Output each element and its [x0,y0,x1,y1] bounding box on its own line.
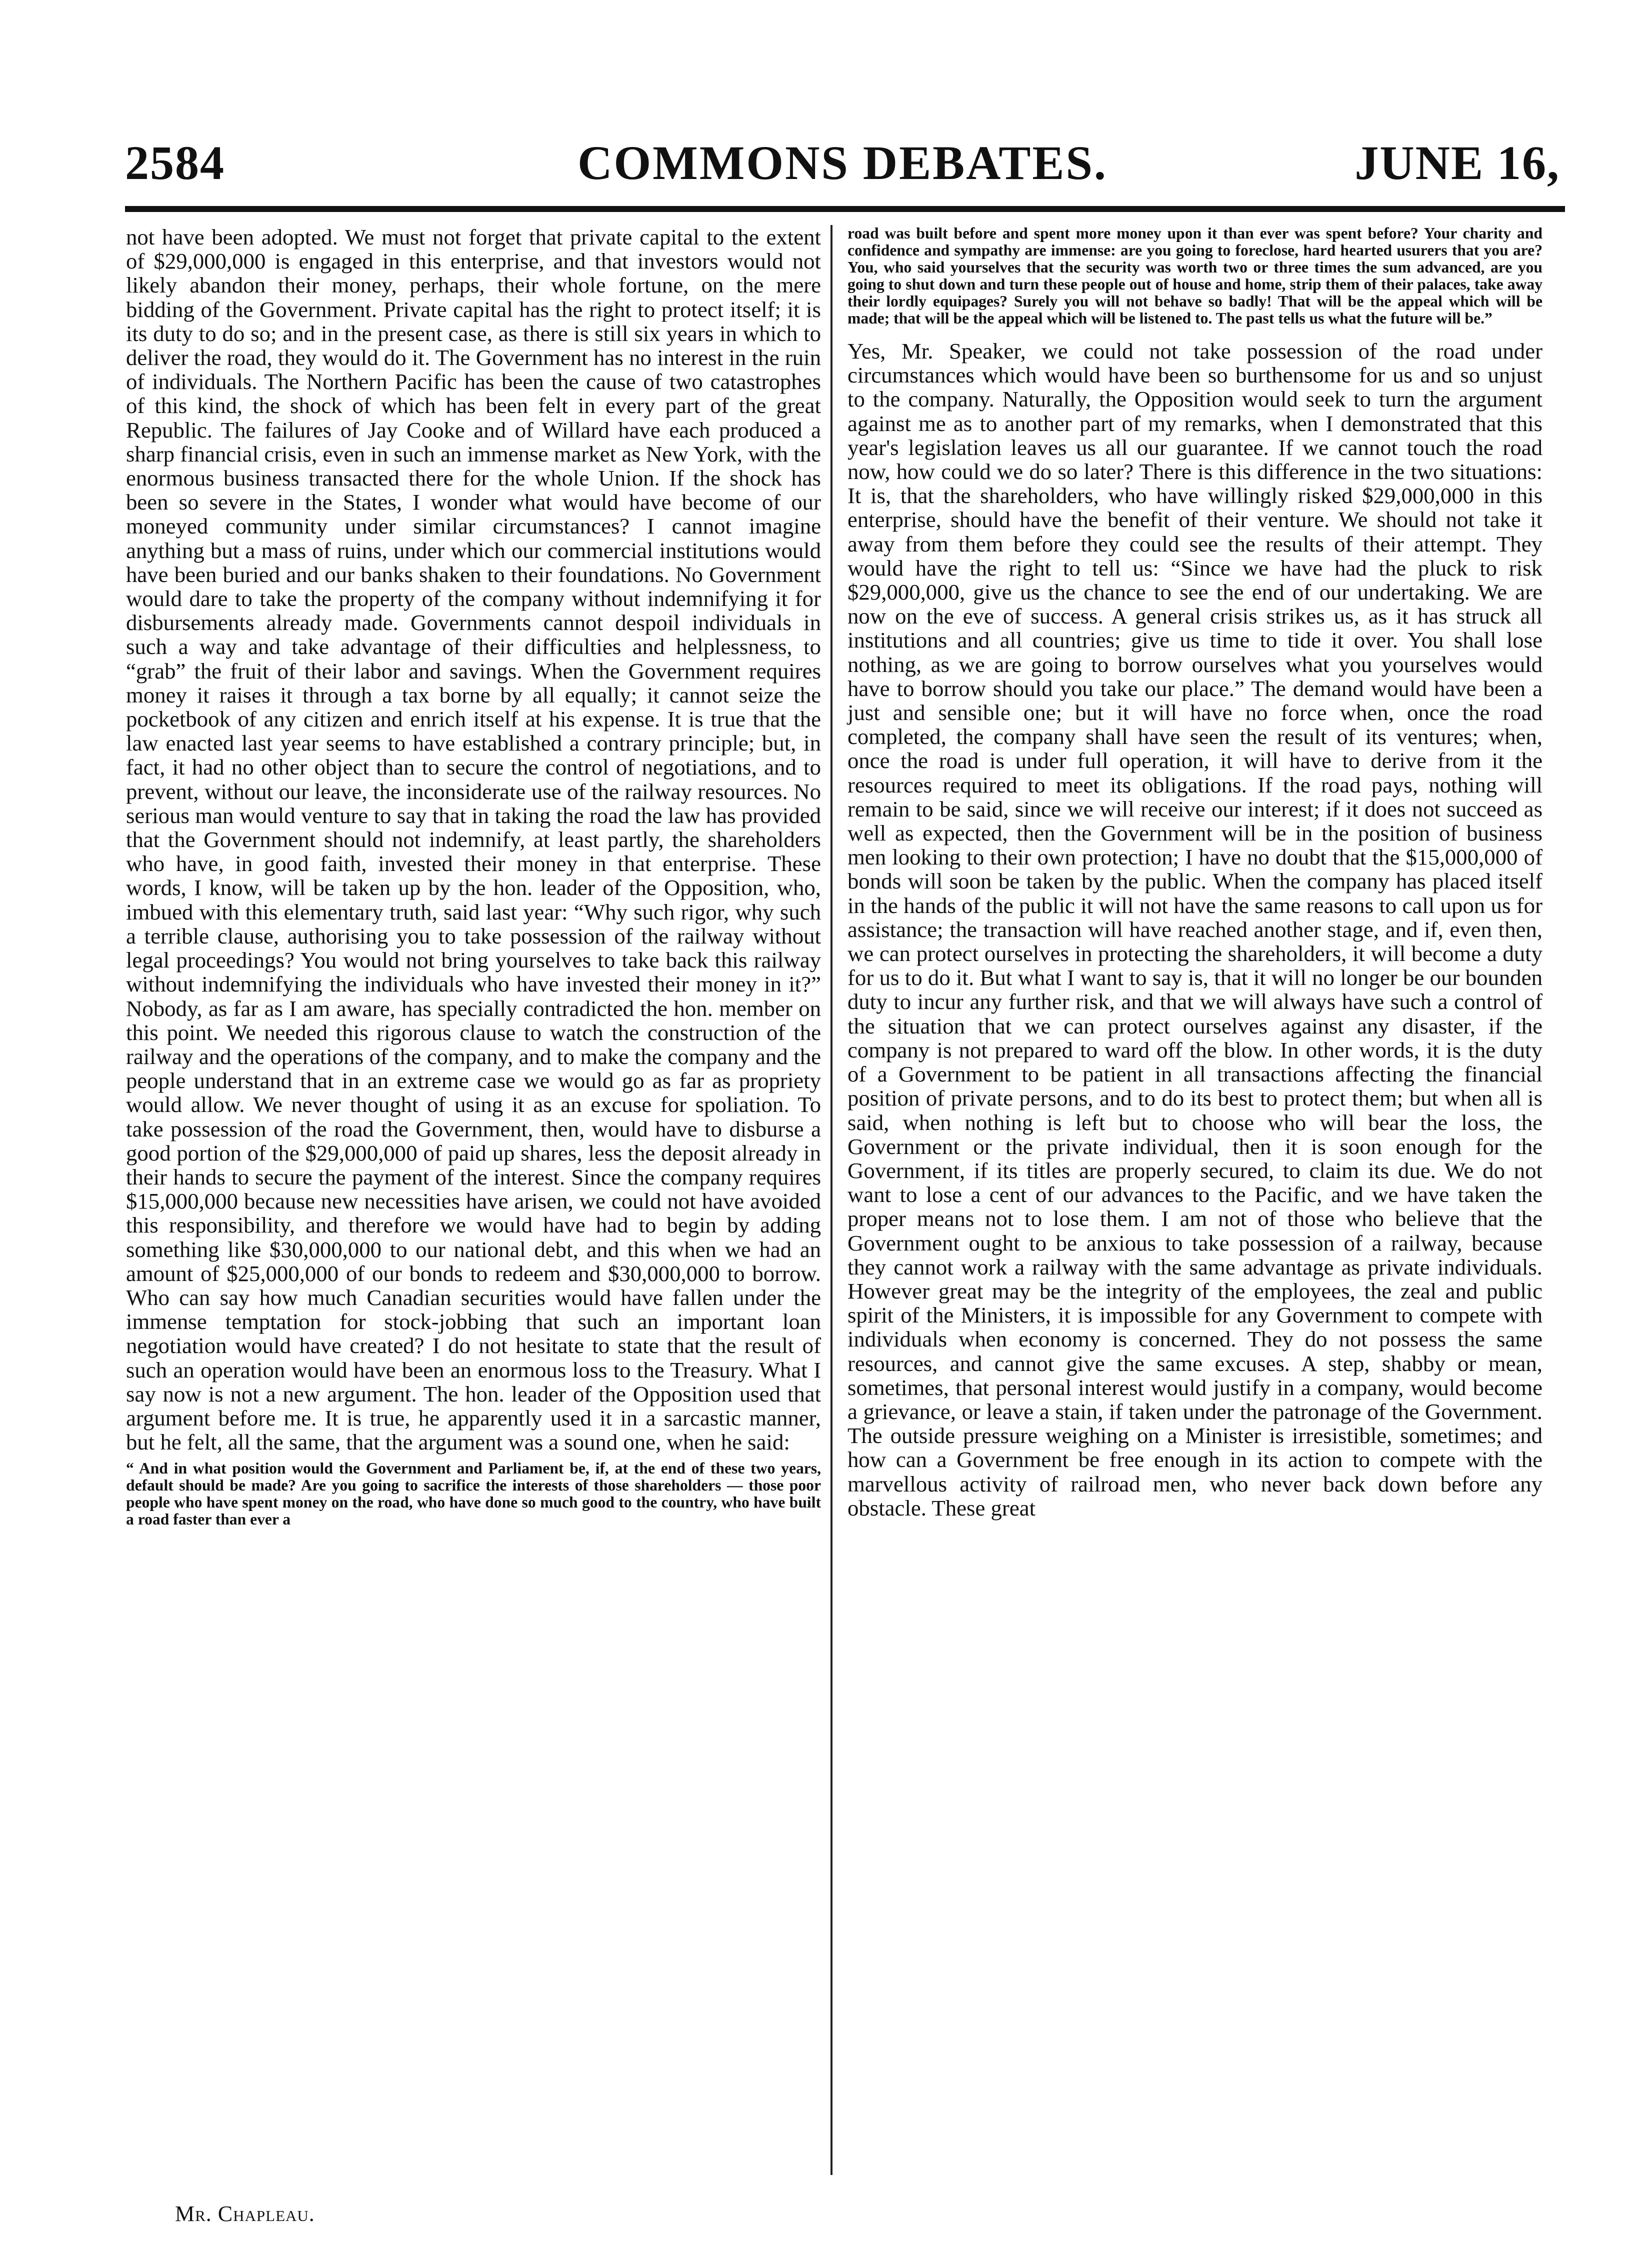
left-body-paragraph: not have been adopted. We must not forget that private capital to the extent of $29,000,000 is engaged in this enterprise, and that investors would not likely abandon their money, perhaps, their whole fortune, on the mere bidding of the Government. Private capital has the right to protect itself; it is its duty to do so; and in the present case, as there is still six years in which to deliver the road, they would do it. The Government has no interest in the ruin of individuals. The Northern Pacific has been the cause of two catastrophes of this kind, the shock of which has been felt in every part of the great Republic. The failures of Jay Cooke and of Willard have each produced a sharp financial crisis, even in such an immense market as New York, with the enormous business transacted there for the whole Union. If the shock has been so severe in the States, I wonder what would have become of our moneyed community under similar circumstances? I cannot imagine anything but a mass of ruins, under which our commercial institutions would have been buried and our banks shaken to their foundations. No Government would dare to take the property of the company without indemnifying it for disbursements already made. Governments cannot despoil individuals in such a way and take advantage of their difficulties and helplessness, to “grab” the fruit of their labor and savings. When the Government requires money it raises it through a tax borne by all equally; it cannot seize the pocketbook of any citizen and enrich itself at his expense. It is true that the law enacted last year seems to have established a contrary principle; but, in fact, it had no other object than to secure the control of negotiations, and to prevent, without our leave, the inconsiderate use of the railway resources. No serious man would venture to say that in taking the road the law has provided that the Government should not indemnify, at least partly, the shareholders who have, in good faith, invested their money in that enterprise. These words, I know, will be taken up by the hon. leader of the Opposition, who, imbued with this elementary truth, said last year: “Why such rigor, why such a terrible clause, authorising you to take possession of the railway without legal proceedings? You would not bring yourselves to take back this railway without indemnifying the individuals who have invested their money in it?” Nobody, as far as I am aware, has specially contradicted the hon. member on this point. We needed this rigorous clause to watch the construction of the railway and the operations of the company, and to make the company and the people understand that in an extreme case we would go as far as propriety would allow. We never thought of using it as an excuse for spoliation. To take possession of the road the Government, then, would have to disburse a good portion of the $29,000,000 of paid up shares, less the deposit already in their hands to secure the payment of the interest. Since the company requires $15,000,000 because new necessities have arisen, we could not have avoided this responsibility, and therefore we would have had to begin by adding something like $30,000,000 to our national debt, and this when we had an amount of $25,000,000 of our bonds to redeem and $30,000,000 to borrow. Who can say how much Canadian securities would have fallen under the immense temptation for stock-jobbing that such an important loan negotiation would have created? I do not hesitate to state that the result of such an operation would have been an enormous loss to the Treasury. What I say now is not a new argument. The hon. leader of the Opposition used that argument before me. It is true, he apparently used it in a sarcastic manner, but he felt, all the same, that the argument was a sound one, when he said: [126,224,821,1455]
page-header [125,135,1560,195]
page-number: 2584 [125,136,225,190]
speaker-footer [175,2201,315,2226]
left-column [126,225,821,1528]
page-title: COMMONS DEBATES. [578,136,1108,190]
column-divider [830,225,832,2175]
right-quote: road was built before and spent more money upon it than ever was spent before? Your charity and confidence and sympathy are immense: are you going to foreclose, hard hearted usurers that you are? You, who said yourselves that the security was worth two or three times the sum advanced, are you going to shut down and turn these people out of house and home, strip them of their palaces, take away their lordly equipages? Surely you will not behave so badly! That will be the appeal which will be made; that will be the appeal which will be listened to. The past tells us what the future will be.” [848,224,1542,327]
right-body-paragraph: Yes, Mr. Speaker, we could not take possession of the road under circumstances which would have been so burthensome for us and so unjust to the company. Naturally, the Opposition would seek to turn the argument against me as to another part of my remarks, when I demonstrated that this year's legislation leaves us all our guarantee. If we cannot touch the road now, how could we do so later? There is this difference in the two situations: It is, that the shareholders, who have willingly risked $29,000,000 in this enterprise, should have the benefit of their venture. We should not take it away from them before they could see the results of their attempt. They would have the right to tell us: “Since we have had the pluck to risk $29,000,000, give us the chance to see the end of our undertaking. We are now on the eve of success. A general crisis strikes us, as it has struck all institutions and all countries; give us time to tide it over. You shall lose nothing, as we are going to borrow ourselves what you yourselves would have to borrow should you take our place.” The demand would have been a just and sensible one; but it will have no force when, once the road completed, the company shall have seen the result of its ventures; when, once the road is under full operation, it will have to derive from it the resources required to meet its obligations. If the road pays, nothing will remain to be said, since we will receive our interest; if it does not succeed as well as expected, then the Government will be in the position of business men looking to their own protection; I have no doubt that the $15,000,000 of bonds will soon be taken by the public. When the company has placed itself in the hands of the public it will not have the same reasons to call upon us for assistance; the transaction will have reached another stage, and if, even then, we can protect ourselves in protecting the shareholders, it will become a duty for us to do it. But what I want to say is, that it will no longer be our bounden duty to incur any further risk, and that we will always have such a control of the situation that we can protect ourselves against any disaster, if the company is not prepared to ward off the blow. In other words, it is the duty of a Government to be patient in all transactions affecting the financial position of private persons, and to do its best to protect them; but when all is said, when nothing is left but to choose who will bear the loss, the Government or the private individual, then it is soon enough for the Government, if its titles are properly secured, to claim its due. We do not want to lose a cent of our advances to the Pacific, and we have taken the proper means not to lose them. I am not of those who believe that the Government ought to be anxious to take possession of a railway, because they cannot work a railway with the same advantage as private individuals. However great may be the integrity of the employees, the zeal and public spirit of the Ministers, it is impossible for any Government to compete with individuals when economy is concerned. They do not possess the same resources, and cannot give the same excuses. A step, shabby or mean, sometimes, that personal interest would justify in a company, would become a grievance, or leave a stain, if taken under the patronage of the Government. The outside pressure weighing on a Minister is irresistible, sometimes; and how can a Government be free enough in its action to compete with the marvellous activity of railroad men, who never back down before any obstacle. These great [848,338,1542,1520]
speaker-name: Mr. Chapleau. [175,2202,315,2226]
right-column [848,225,1542,1520]
header-rule [125,206,1565,212]
page-date: JUNE 16, [1354,136,1560,190]
left-quote: “ And in what position would the Government and Parliament be, if, at the end of these two years, default should be made? Are you going to sacrifice the interests of those shareholders — those poor people who have spent money on the road, who have done so much good to the country, who have built a road faster than ever a [126,1460,821,1528]
